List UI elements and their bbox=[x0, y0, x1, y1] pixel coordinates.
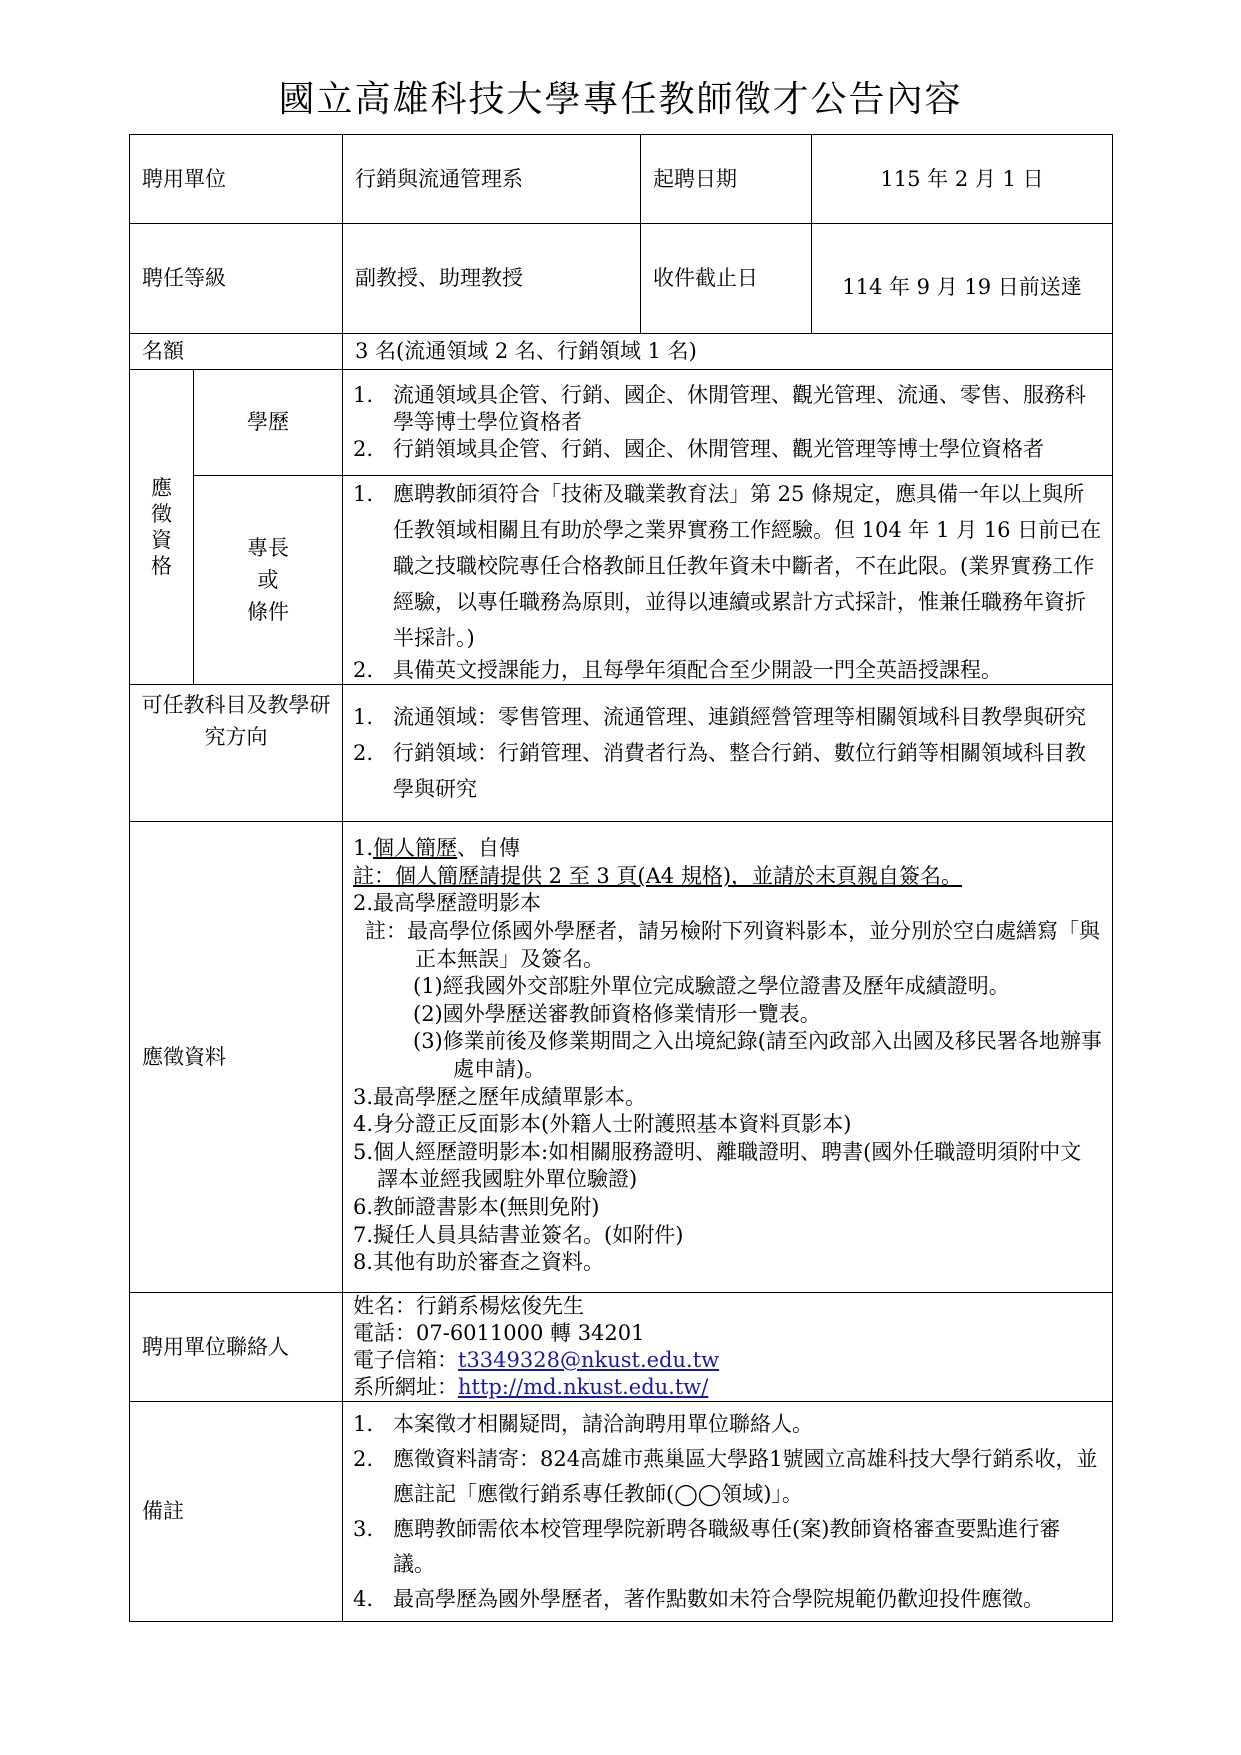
label-unit: 聘用單位 bbox=[130, 135, 343, 224]
email-link[interactable]: t3349328@nkust.edu.tw bbox=[458, 1348, 720, 1372]
material-note-1: 註：個人簡歷請提供 2 至 3 頁(A4 規格)，並請於末頁親自簽名。 bbox=[353, 863, 963, 888]
material-item-2: 2.最高學歷證明影本 bbox=[353, 891, 542, 916]
recruitment-table bbox=[129, 134, 1113, 1622]
value-materials bbox=[343, 822, 1113, 1293]
row-quota bbox=[130, 334, 1113, 370]
list-item: 1. 流通領域具企管、行銷、國企、休閒管理、觀光管理、流通、零售、服務科學等博士學位資格者 bbox=[353, 383, 1086, 434]
label-qualifications: 應 徵 資 格 bbox=[130, 370, 194, 685]
material-item-1: 1.個人簡歷、自傳 bbox=[353, 836, 521, 861]
list-item: 1. 應聘教師須符合「技術及職業教育法」第 25 條規定，應具備一年以上與所任教領域相關且有助於學之業界實務工作經驗。但 104 年 1 月 16 日前已在職之技職校院專任合格教師且任教年資未中斷者，不在此限。(業界實務工作經驗，以專任職務為原則，並得以連續或累計方式採計，惟兼任職務年資折半採計。) bbox=[353, 482, 1102, 650]
label-education: 學歷 bbox=[194, 370, 343, 476]
row-rank-deadline bbox=[130, 224, 1113, 334]
list-item: 1. 流通領域：零售管理、流通管理、連鎖經營管理等相關領域科目教學與研究 bbox=[353, 705, 1086, 729]
label-expertise: 專長 或 條件 bbox=[194, 476, 343, 685]
contact-web: 系所網址：http://md.nkust.edu.tw/ bbox=[353, 1375, 709, 1399]
material-item-7: 7.擬任人員具結書並簽名。(如附件) bbox=[353, 1222, 684, 1247]
label-remarks: 備註 bbox=[130, 1402, 343, 1622]
label-subjects: 可任教科目及教學研究方向 bbox=[130, 685, 343, 822]
material-item-3: 3.最高學歷之歷年成績單影本。 bbox=[353, 1084, 647, 1109]
material-item-6: 6.教師證書影本(無則免附) bbox=[353, 1194, 600, 1219]
label-deadline: 收件截止日 bbox=[641, 224, 812, 334]
list-item: 2. 應徵資料請寄：824高雄市燕巢區大學路1號國立高雄科技大學行銷系收，並應註記「應徵行銷系專任教師(◯◯領域)」。 bbox=[353, 1446, 1098, 1506]
value-subjects bbox=[343, 685, 1113, 822]
value-remarks bbox=[343, 1402, 1113, 1622]
list-item: 4. 最高學歷為國外學歷者，著作點數如未符合學院規範仍歡迎投件應徵。 bbox=[353, 1586, 1044, 1611]
material-sub-2: (2)國外學歷送審教師資格修業情形一覽表。 bbox=[413, 1001, 821, 1026]
list-item: 3. 應聘教師需依本校管理學院新聘各職級專任(案)教師資格審查要點進行審議。 bbox=[353, 1516, 1061, 1576]
value-quota: 3 名(流通領域 2 名、行銷領域 1 名) bbox=[343, 334, 1113, 370]
label-quota: 名額 bbox=[130, 334, 343, 370]
page-title: 國立高雄科技大學專任教師徵才公告內容 bbox=[278, 79, 963, 120]
value-deadline: 114 年 9 月 19 日前送達 bbox=[812, 224, 1113, 334]
value-start-date: 115 年 2 月 1 日 bbox=[812, 135, 1113, 224]
list-item: 2. 具備英文授課能力，且每學年須配合至少開設一門全英語授課程。 bbox=[353, 658, 1002, 682]
label-start-date: 起聘日期 bbox=[641, 135, 812, 224]
row-subjects bbox=[130, 685, 1113, 822]
value-education bbox=[343, 370, 1113, 476]
list-item: 2. 行銷領域具企管、行銷、國企、休閒管理、觀光管理等博士學位資格者 bbox=[353, 437, 1044, 461]
list-item: 1. 本案徵才相關疑問，請洽詢聘用單位聯絡人。 bbox=[353, 1411, 813, 1436]
website-link[interactable]: http://md.nkust.edu.tw/ bbox=[458, 1375, 709, 1399]
material-sub-1: (1)經我國外交部駐外單位完成驗證之學位證書及歷年成績證明。 bbox=[413, 974, 1010, 999]
label-materials: 應徵資料 bbox=[130, 822, 343, 1293]
row-education bbox=[130, 370, 1113, 476]
value-rank: 副教授、助理教授 bbox=[343, 224, 641, 334]
value-unit: 行銷與流通管理系 bbox=[343, 135, 641, 224]
contact-email: 電子信箱：t3349328@nkust.edu.tw bbox=[353, 1348, 720, 1372]
label-rank: 聘任等級 bbox=[130, 224, 343, 334]
row-contact bbox=[130, 1293, 1113, 1402]
material-item-4: 4.身分證正反面影本(外籍人士附護照基本資料頁影本) bbox=[353, 1112, 852, 1137]
row-unit-date bbox=[130, 135, 1113, 224]
value-expertise bbox=[343, 476, 1113, 685]
material-item-8: 8.其他有助於審查之資料。 bbox=[353, 1250, 605, 1275]
value-contact bbox=[343, 1293, 1113, 1402]
material-item-5: 5.個人經歷證明影本:如相關服務證明、離職證明、聘書(國外任職證明須附中文譯本並經我國駐外單位驗證) bbox=[353, 1139, 1082, 1192]
label-contact: 聘用單位聯絡人 bbox=[130, 1293, 343, 1402]
row-remarks bbox=[130, 1402, 1113, 1622]
material-note-2: 註：最高學位係國外學歷者，請另檢附下列資料影本，並分別於空白處繕寫「與正本無誤」及簽名。 bbox=[365, 919, 1100, 971]
row-materials bbox=[130, 822, 1113, 1293]
row-expertise bbox=[130, 476, 1113, 685]
list-item: 2. 行銷領域：行銷管理、消費者行為、整合行銷、數位行銷等相關領域科目教學與研究 bbox=[353, 741, 1086, 801]
material-sub-3: (3)修業前後及修業期間之入出境紀錄(請至內政部入出國及移民署各地辦事處申請)。 bbox=[413, 1029, 1102, 1081]
contact-name: 姓名：行銷系楊炫俊先生 bbox=[353, 1294, 584, 1318]
contact-phone: 電話：07-6011000 轉 34201 bbox=[353, 1321, 645, 1345]
